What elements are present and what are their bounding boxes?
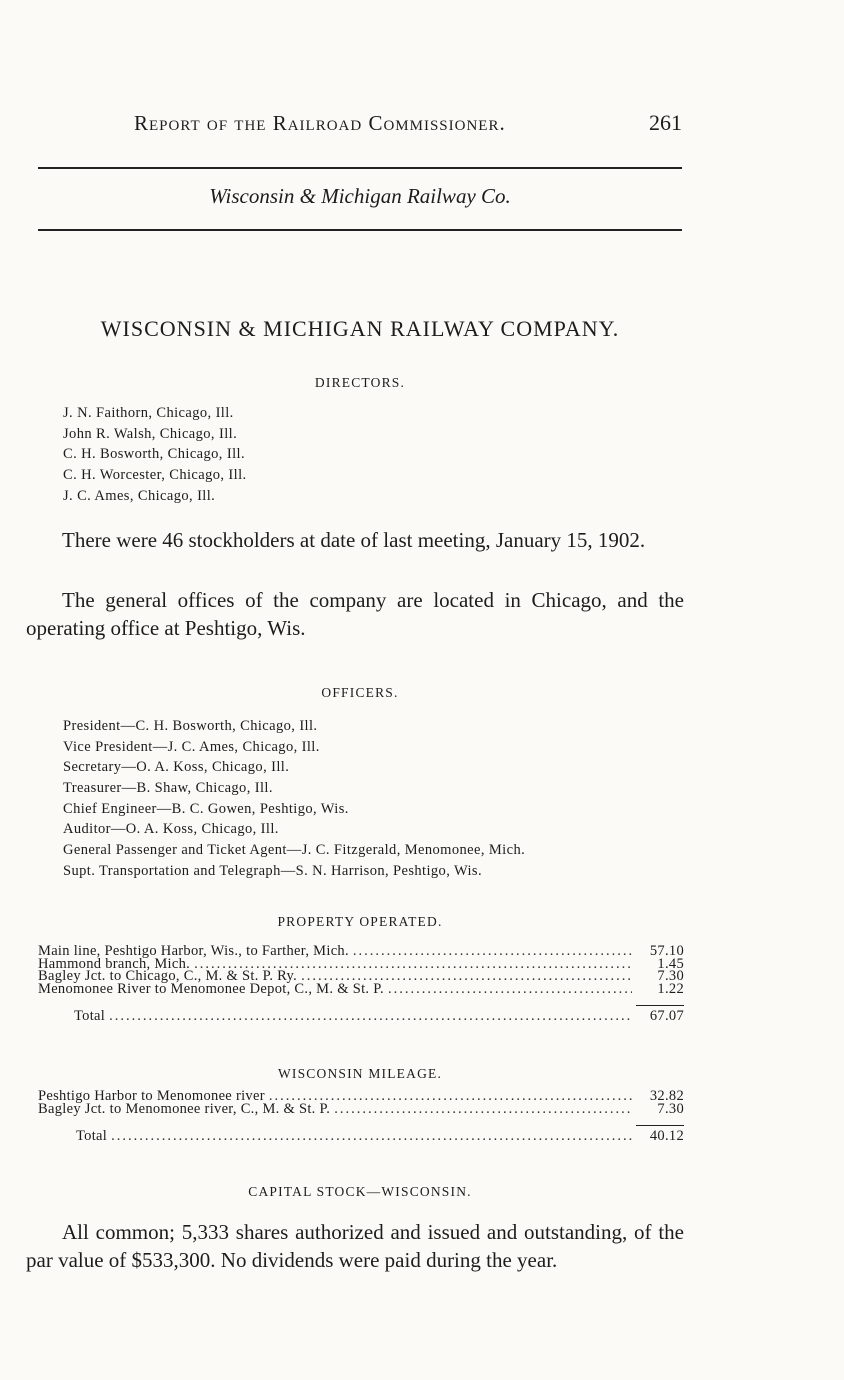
wisconsin-mileage-heading: WISCONSIN MILEAGE.	[277, 1066, 443, 1081]
officer-item: General Passenger and Ticket Agent—J. C. Fitzgerald, Menomonee, Mich.	[63, 842, 526, 859]
director-item: C. H. Worcester, Chicago, Ill.	[63, 467, 247, 484]
bottom-rule	[38, 229, 682, 231]
ledger-value: 7.30	[657, 968, 684, 984]
ledger-row	[38, 980, 684, 997]
officer-item: President—C. H. Bosworth, Chicago, Ill.	[63, 718, 318, 734]
director-item: John R. Walsh, Chicago, Ill.	[63, 425, 238, 442]
company-title: WISCONSIN & MICHIGAN RAILWAY COMPANY.	[100, 316, 620, 341]
ledger-value: 7.30	[657, 1100, 684, 1117]
property-operated-table	[38, 945, 684, 1027]
ledger-value: 57.10	[649, 943, 684, 959]
top-rule	[38, 167, 682, 169]
ledger-row	[38, 1100, 684, 1117]
director-item: J. C. Ames, Chicago, Ill.	[63, 487, 216, 504]
officer-item: Chief Engineer—B. C. Gowen, Peshtigo, Wis.	[63, 800, 349, 817]
leader-dots	[111, 1125, 632, 1147]
ledger-value: 32.82	[649, 1088, 684, 1104]
ledger-value: 1.22	[657, 980, 684, 997]
page-number: 261	[649, 110, 682, 135]
officers-heading: OFFICERS.	[321, 685, 399, 700]
section-title: Wisconsin & Michigan Railway Co.	[209, 184, 511, 208]
ledger-label: Menomonee River to Menomonee Depot, C., M. & St. P.	[38, 980, 384, 997]
property-operated-heading: PROPERTY OPERATED.	[277, 914, 443, 929]
ledger-label: Peshtigo Harbor to Menomonee river	[38, 1088, 265, 1104]
officer-item: Auditor—O. A. Koss, Chicago, Ill.	[63, 821, 279, 838]
running-head	[38, 110, 682, 136]
ledger-value: 1.45	[657, 955, 684, 972]
officers-list	[63, 716, 525, 882]
director-item: J. N. Faithorn, Chicago, Ill.	[63, 405, 234, 421]
ledger-total-label: Total	[76, 1128, 108, 1144]
ledger-total-value: 40.12	[636, 1125, 684, 1146]
stockholders-paragraph: There were 46 stockholders at date of last meeting, January 15, 1902.	[62, 528, 646, 552]
ledger-total-row	[38, 1005, 684, 1027]
leader-dots	[353, 945, 632, 958]
capital-stock-paragraph: All common; 5,333 shares authorized and issued and outstanding, of the par value of $533,300. No dividends were paid during the year.	[26, 1220, 684, 1272]
officer-item: Treasurer—B. Shaw, Chicago, Ill.	[63, 780, 273, 797]
ledger-total-value: 67.07	[636, 1005, 684, 1026]
capital-stock-heading: CAPITAL STOCK—WISCONSIN.	[248, 1184, 472, 1199]
offices-paragraph: The general offices of the company are located in Chicago, and the operating office at Peshtigo, Wis.	[26, 588, 684, 640]
ledger-label: Hammond branch, Mich.	[38, 955, 191, 972]
ledger-label: Bagley Jct. to Chicago, C., M. & St. P. Ry.	[38, 968, 298, 984]
ledger-total-label: Total	[74, 1008, 106, 1024]
officer-item: Supt. Transportation and Telegraph—S. N. Harrison, Peshtigo, Wis.	[63, 862, 482, 879]
officer-item: Secretary—O. A. Koss, Chicago, Ill.	[63, 759, 290, 776]
ledger-total-row	[38, 1125, 684, 1147]
ledger-label: Main line, Peshtigo Harbor, Wis., to Farther, Mich.	[38, 943, 349, 959]
leader-dots	[109, 1005, 632, 1027]
leader-dots	[334, 1103, 632, 1116]
running-title: Report of the Railroad Commissioner.	[134, 111, 506, 135]
directors-heading: DIRECTORS.	[314, 375, 406, 390]
wisconsin-mileage-table	[38, 1090, 684, 1147]
ledger-label: Bagley Jct. to Menomonee river, C., M. & St. P.	[38, 1100, 331, 1117]
leader-dots	[388, 983, 632, 996]
officer-item: Vice President—J. C. Ames, Chicago, Ill.	[63, 738, 320, 755]
director-item: C. H. Bosworth, Chicago, Ill.	[63, 446, 245, 463]
directors-list	[63, 403, 247, 506]
